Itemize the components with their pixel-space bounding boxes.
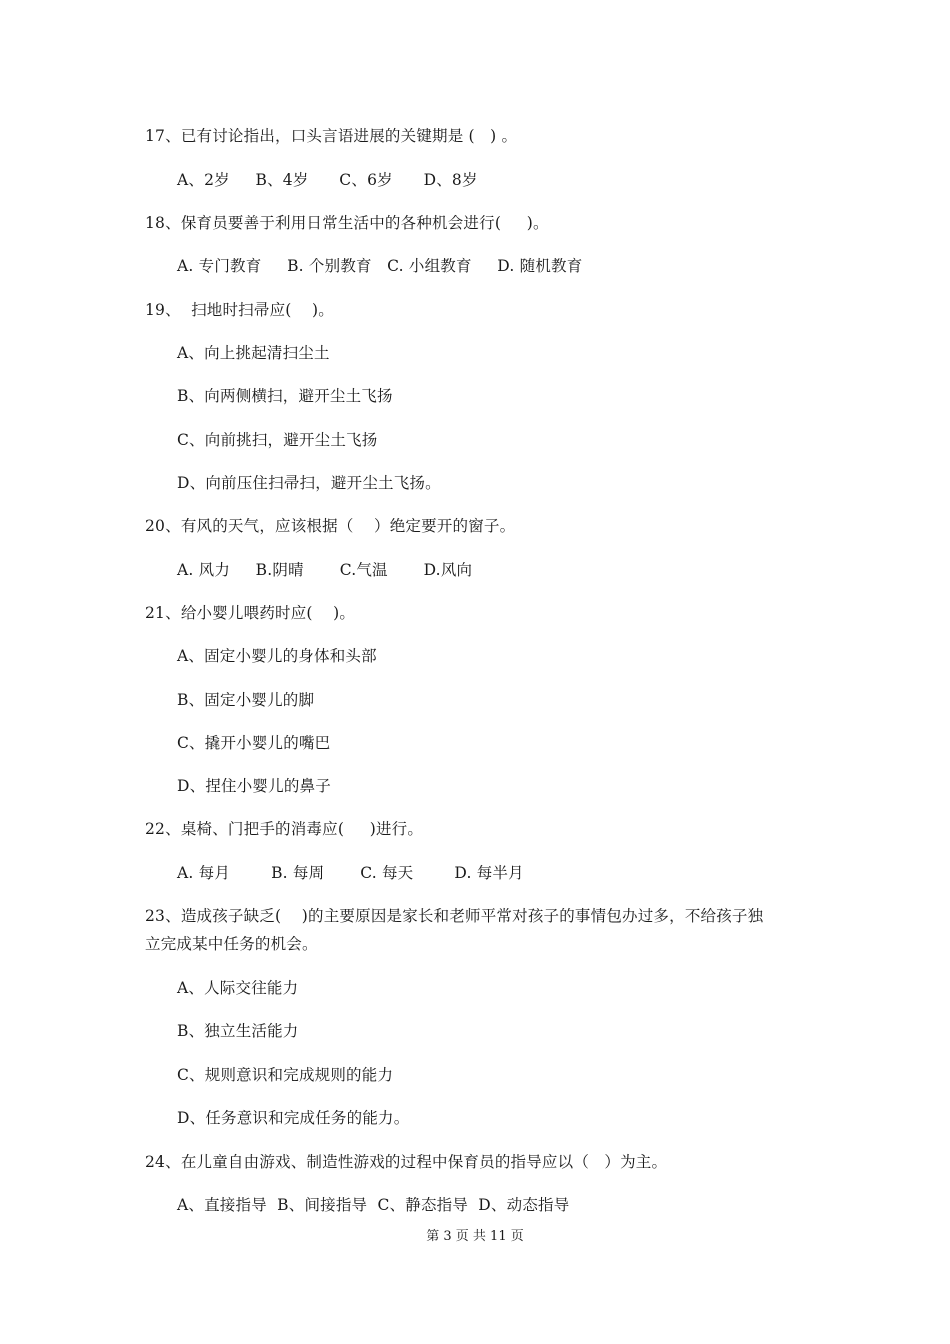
- question-18-options: A. 专门教育 B. 个别教育 C. 小组教育 D. 随机教育: [177, 257, 583, 275]
- question-19-stem: 19、 扫地时扫帚应( )。: [145, 301, 334, 319]
- question-24-options: A、直接指导 B、间接指导 C、静态指导 D、动态指导: [177, 1196, 570, 1214]
- question-17-options: A、2岁 B、4岁 C、6岁 D、8岁: [177, 171, 478, 189]
- question-22-options: A. 每月 B. 每周 C. 每天 D. 每半月: [177, 864, 524, 882]
- question-21-option-d: D、捏住小婴儿的鼻子: [177, 777, 331, 795]
- question-18-stem: 18、保育员要善于利用日常生活中的各种机会进行( )。: [145, 214, 549, 232]
- question-23-option-c: C、规则意识和完成规则的能力: [177, 1066, 394, 1084]
- question-19-option-a: A、向上挑起清扫尘土: [177, 344, 330, 362]
- question-21-stem: 21、给小婴儿喂药时应( )。: [145, 604, 356, 622]
- question-21-option-c: C、撬开小婴儿的嘴巴: [177, 734, 331, 752]
- question-23-option-a: A、人际交往能力: [177, 979, 299, 997]
- question-20-stem: 20、有风的天气，应该根据（ ）绝定要开的窗子。: [145, 517, 516, 535]
- question-23-option-d: D、任务意识和完成任务的能力。: [177, 1109, 410, 1127]
- question-23-option-b: B、独立生活能力: [177, 1022, 299, 1040]
- question-21-option-b: B、固定小婴儿的脚: [177, 691, 315, 709]
- question-19-option-c: C、向前挑扫，避开尘土飞扬: [177, 431, 378, 449]
- question-17-stem: 17、已有讨论指出，口头言语进展的关键期是 ( ) 。: [145, 127, 518, 145]
- question-23-stem-line-1: 23、造成孩子缺乏( )的主要原因是家长和老师平常对孩子的事情包办过多，不给孩子独: [145, 907, 764, 925]
- question-19-option-d: D、向前压住扫帚扫，避开尘土飞扬。: [177, 474, 441, 492]
- question-20-options: A. 风力 B.阴晴 C.气温 D.风向: [177, 561, 473, 579]
- question-21-option-a: A、固定小婴儿的身体和头部: [177, 647, 377, 665]
- page-footer: 第 3 页 共 11 页: [426, 1229, 524, 1244]
- question-24-stem: 24、在儿童自由游戏、制造性游戏的过程中保育员的指导应以（ ）为主。: [145, 1153, 668, 1171]
- question-19-option-b: B、向两侧横扫，避开尘土飞扬: [177, 387, 393, 405]
- question-23-stem-line-2: 立完成某中任务的机会。: [145, 935, 318, 953]
- question-22-stem: 22、桌椅、门把手的消毒应( )进行。: [145, 820, 424, 838]
